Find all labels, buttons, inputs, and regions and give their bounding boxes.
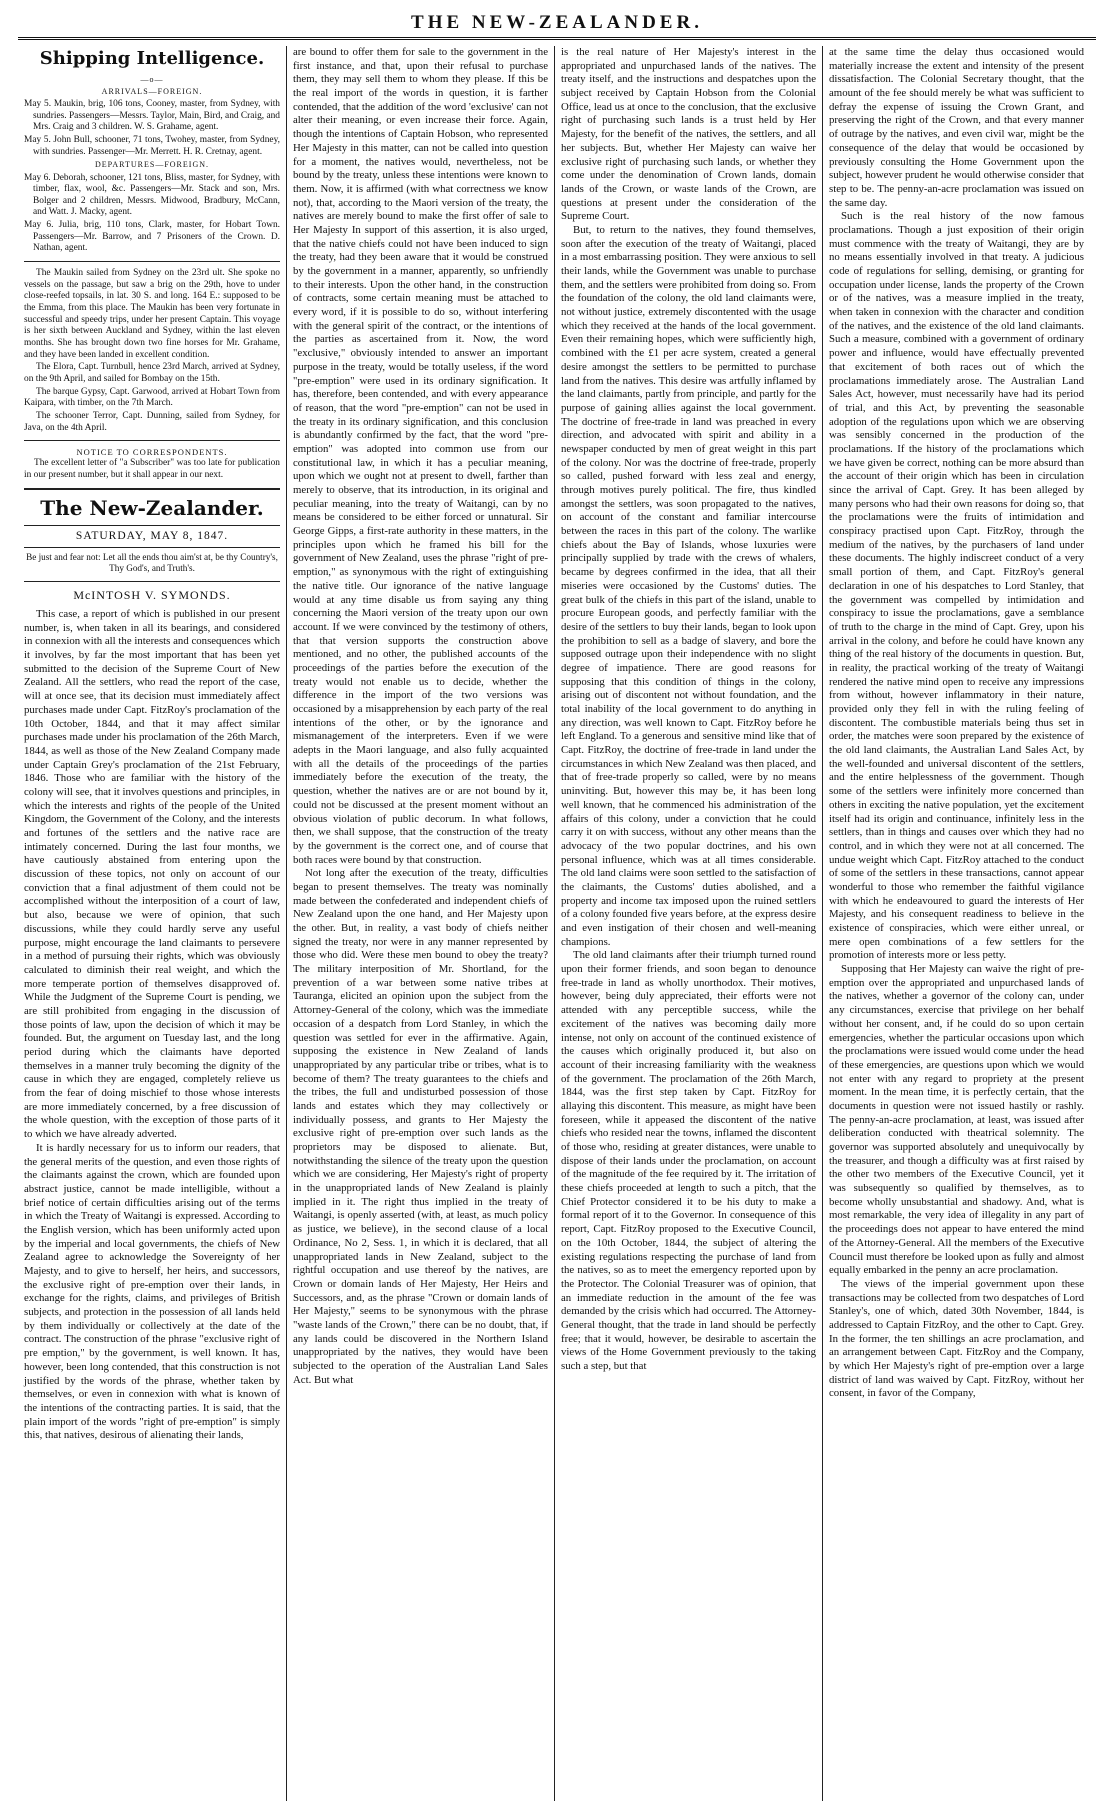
article-heading: McINTOSH V. SYMONDS.	[73, 587, 231, 602]
arrivals-heading: ARRIVALS—FOREIGN.	[101, 86, 203, 96]
shipping-note: The Elora, Capt. Turnbull, hence 23rd March, arrived at Sydney, on the 9th April, and sailed for Bombay on the 15th.	[24, 362, 280, 385]
article-paragraph: is the real nature of Her Majesty's interest in the appropriated and unpurchased lands of the natives. The treaty itself, and the instructions and despatches upon the subject received by Captain Hobson from the Colonial Office, lead us at once to the conclusion, that the exclusive right of purchasing such lands is a trust held by Her Majesty, for the benefit of the natives, the settlers, and all her subjects. But, whether Her Majesty can waive her exclusive right of purchasing such lands, or whether they come under the denomination of Crown lands, domain lands of the Crown, or waste lands of the Crown, are questions at present under the consideration of the Supreme Court.	[561, 46, 816, 223]
column-1	[18, 46, 286, 1801]
shipping-note: The schooner Terror, Capt. Dunning, sailed from Sydney, for Java, on the 4th April.	[24, 410, 280, 433]
article-paragraph: Such is the real history of the now famous proclamations. Though a just exposition of their origin must commence with the treaty of Waitangi, they are by no means essentially involved in that treaty. A judicious code of regulations for selling, demising, or granting for occupation under license, lands the property of the Crown or of the natives, was a measure implied in the treaty, when taken in connexion with the character and condition of the natives, and the existence of the old land claimants. Such a measure, combined with a government of ordinary power and influence, would have effectually prevented that excitement of both races out of which the proclamations immediately arose. The Australian Land Sales Act, however, must necessarily have had its period of trial, and this Act, by preventing the seasonable adoption of the regulations upon which we are observing was sensibly concerned in the production of the proclamations. If the history of the proclamations which we have given be correct, nothing can be more absurd than the account of their origin which has been in circulation since the arrival of Capt. Grey. It has been alleged by many persons who had their own reasons for doing so, that the proclamations were the fruits of intimidation and conspiracy practised upon Capt. FitzRoy, through the medium of the natives, by the purchasers of land under these documents. The highly indiscreet conduct of a very small portion of them, and Capt. FitzRoy's general declaration in one of his despatches to Lord Stanley, that the government was compelled by intimidation and conspiracy to issue the proclamations, gave a semblance of truth to the charge in the mind of Capt. Grey, upon his arrival in the colony, and before he could have known any thing of the real history of the documents in question. But, in reality, the practical working of the treaty of Waitangi rendered the native mind open to receive any impressions from without, however inflammatory in their nature, provided only they fell in with the ruling feeling of discontent. The combustible materials being thus set in order, the matches were soon prepared by the existence of the old land claimants, the Australian Land Sales Act, by the well-founded and universal discontent of the settlers, and the entire helplessness of the government. Though some of the settlers were infinitely more concerned than others in exciting the native population, yet the excitement itself had its origin and continuance, infinitely less in the settlers, than in things and causes over which they had no control, and in which they were not at all concerned. The undue weight which Capt. FitzRoy attached to the conduct of some of the settlers in these transactions, cannot appear wonderful to those who remember the faithful vigilance with which he endeavoured to guard the interests of Her Majesty, and his consequent readiness to believe in the existence of conspiracies, which were either unreal, or mere open combinations of a few settlers for the promotion of interests more or less petty.	[829, 210, 1084, 962]
notice-heading: NOTICE TO CORRESPONDENTS.	[76, 447, 228, 458]
divider	[24, 581, 280, 582]
article-paragraph: Not long after the execution of the treaty, difficulties began to present themselves. The treaty was nominally made between the confederated and independent chiefs of New Zealand upon the one hand, and Her Majesty upon the other. But, in reality, a vast body of chiefs neither signed the treaty, nor were in any manner represented by those who did. Were these men bound to obey the treaty? The military interposition of Mr. Shortland, for the prevention of a war between some native tribes at Tauranga, elicited an opinion upon the subject from the Attorney-General of the colony, which was the immediate occasion of a despatch from Lord Stanley, in which the question was settled for ever in the affirmative. Again, supposing the existence in New Zealand of lands unappropriated by any particular tribe or tribes, what is to become of them? The treaty guarantees to the chiefs and the tribes, the full and undisturbed possession of those lands and estates which they may collectively or individually possess, and grants to Her Majesty the exclusive right of pre-emption over such lands as the proprietors may be disposed to alienate. But, notwithstanding the silence of the treaty upon the question which we are considering, Her Majesty's right of property in the unappropriated lands of New Zealand is plainly implied in it. The right thus implied in the treaty of Waitangi, is openly asserted (with, at least, as much policy as justice, we believe), in the second clause of a local Ordinance, No 2, Sess. 1, in which it is declared, that all unappropriated lands in New Zealand, subject to the rightful occupation and use thereof by the natives, are Crown or domain lands of Her Majesty, Her Heirs and Successors, and, as the phrase "Crown or domain lands of Her Majesty," seems to be synonymous with the phrase "waste lands of the Crown," there can be no doubt, that, if any lands could be discovered in the Northern Island unappropriated by the natives, they would have been subjected to the operation of the Australian Land Sales Act. But what	[293, 867, 548, 1386]
notice-text: The excellent letter of "a Subscriber" was too late for publication in our present number, but it shall appear in our next.	[24, 458, 280, 480]
arrival-entry: May 5. Maukin, brig, 106 tons, Cooney, master, from Sydney, with sundries. Passengers—Messrs. Taylor, Main, Bird, and Craig, and Mrs. Craig and 3 children. W. S. Grahame, agent.	[24, 99, 280, 133]
article-paragraph: The old land claimants after their triumph turned round upon their former friends, and soon began to denounce free-trade in land as wholly unorthodox. Their motives, however, being duly appreciated, their efforts were not attended with any perceptible success, while the excitement of the natives was becoming daily more intense, not only on account of the continued existence of the causes which originally produced it, but also on account of their increasing familiarity with the weakness of the government. The proclamation of the 26th March, 1844, was the first step taken by Capt. FitzRoy for allaying this discontent. This measure, as might have been foreseen, while it appeased the discontent of the native chiefs who resided near the towns, inflamed the discontent of those who, residing at greater distances, were unable to dispose of their lands under the proclamation, on account of the magnitude of the fee required by it. The irritation of these chiefs proceeded at length to such a pitch, that the Chief Protector considered it to be his duty to make a formal report of it to the Governor. In consequence of this report, Capt. FitzRoy proposed to the Executive Council, on the 10th October, 1844, the subject of altering the existing regulations respecting the purchase of land from the natives, so as to meet the emergency reported upon by the Protector. The Colonial Treasurer was of opinion, that an immediate reduction in the amount of the fee was demanded by the crisis which had occurred. The Attorney-General thought, that the trade in land should be perfectly free; that it would, however, be desirable to ascertain the views of the Home Government previously to the taking such a step, but that	[561, 949, 816, 1372]
divider	[24, 261, 280, 262]
divider	[24, 488, 280, 490]
divider	[24, 440, 280, 441]
article-paragraph: Supposing that Her Majesty can waive the right of pre-emption over the appropriated and unpurchased lands of the natives, whether a governor of the colony can, under any circumstances, exercise that privilege on her behalf without her consent, and, if he could do so upon certain emergencies, whether the particular occasions upon which the proclamations were issued would come under the head of these emergencies, are questions upon which we would not enter with any regard to propriety at the present moment. In the mean time, it is perfectly certain, that the documents in question were not issued hastily or rashly. The penny-an-acre proclamation, at least, was issued after deliberation conducted with theatrical solemnity. The governor was supported absolutely and unequivocally by the treasurer, and though a difficulty was at first raised by the other two members of the Executive Council, yet it was subsequently so qualified by themselves, as to become wholly unsubstantial and shadowy. And, what is most remarkable, the very idea of illegality in any part of the proceedings does not appear to have entered the mind of the Attorney-General. All the members of the Executive Council must therefore be looked upon as fully and almost equally embarked in the penny an acre proclamation.	[829, 963, 1084, 1277]
shipping-note: The barque Gypsy, Capt. Garwood, arrived at Hobart Town from Kaipara, with timber, on the 7th March.	[24, 386, 280, 409]
columns	[18, 46, 1096, 1801]
motto: Be just and fear not: Let all the ends thou aim'st at, be thy Country's, Thy God's, and Truth's.	[26, 551, 278, 574]
shipping-notes	[24, 268, 280, 434]
shipping-divider: —o—	[140, 74, 164, 84]
column-2	[286, 46, 554, 1801]
article-paragraph: But, to return to the natives, they found themselves, soon after the execution of the treaty of Waitangi, placed in a most embarrassing position. They were anxious to sell their lands, while the Government was unable to purchase them, and the settlers were prohibited from doing so. From the foundation of the colony, the old land claimants were, not without justice, extremely discontented with the usage which they received at the hands of the local government. Even their remaining hopes, which were sufficiently high, combined with the £1 per acre system, created a general desire amongst the settlers to be permitted to purchase land from the natives. This desire was artfully inflamed by the land claimants, partly from principle, and partly for the purpose of gaining allies against the local government. The doctrine of free-trade in land was preached in every direction, and advocated with spirit and ability in a newspaper conducted by men of great weight in this part of the colony. Nor was the doctrine of free-trade, properly so called, pushed forward with less zeal and energy, through motives purely political. The fire, thus kindled amongst the settlers, was soon propagated to the natives, on account of the constant and familiar intercourse between the races in this part of the colony. The warlike chiefs about the Bay of Islands, whose luxuries were principally supplied by trade with the crews of whalers, became by degrees confirmed in the idea, that all their miseries were occasioned by the Customs' duties. The great bulk of the chiefs in this part of the island, unable to procure European goods, and perfectly familiar with the desire of the settlers to buy their lands, began to look upon the prohibition to sell as a badge of slavery, and bore the supposed outrage upon their independence with no slight degree of impatience. There are good reasons for supposing that this condition of things in the colony, arising out of discontent not without foundation, and the total inability of the local government to do anything in any direction, was well known to Capt. FitzRoy before he left England. To a generous and sensitive mind like that of Capt. FitzRoy, the doctrine of free-trade in land under the circumstances in which New Zealand was then placed, and that of free-trade properly so called, were by no means uninviting. But, however this may be, it has been long well known, that he commenced his administration of the affairs of this colony, under a conviction that he could carry it on with success, without any other means than the advocacy of the two popular doctrines, and his own personal influence, which was at all times considerable. The old land claims were soon settled to the satisfaction of the claimants, the Customs' duties abolished, and a property and income tax imposed upon the ruined settlers of a colony founded five years before, at the express desire and even instigation of their chosen and well-meaning champions.	[561, 223, 816, 948]
masthead-rule	[18, 37, 1096, 40]
column-3	[554, 46, 822, 1801]
departures-heading: DEPARTURES—FOREIGN.	[94, 160, 209, 170]
arrival-entry: May 5. John Bull, schooner, 71 tons, Twohey, master, from Sydney, with sundries. Passenger—Mr. Merrett. H. R. Cretnay, agent.	[24, 135, 280, 157]
article-paragraph: It is hardly necessary for us to inform our readers, that the general merits of the question, and even those rights of the claimants against the crown, which are founded upon abstract justice, cannot be made intelligible, without a brief notice of certain difficulties arising out of the terms in which the Treaty of Waitangi is expressed. According to the English version, which has been uniformly acted upon by the imperial and local governments, the chiefs of New Zealand agree to acknowledge the Sovereignty of her Majesty, and to give to herself, her heirs, and successors, the exclusive right of pre-emption over their lands, in exchange for the rights, claims, and privileges of British subjects, and protection in the possession of all lands held by them individually or collectively at the date of the contract. The construction of the phrase "exclusive right of pre emption," by the government, is well known. It has, however, been long contended, that this construction is not justified by the words of the phrase, whether taken by themselves, or even in connexion with what is known of the intentions of the contracting parties. It is said, that the plain import of the words "right of pre-emption" is simply this, that natives, desirous of alienating their lands,	[24, 1141, 280, 1442]
departure-entry: May 6. Deborah, schooner, 121 tons, Bliss, master, for Sydney, with timber, flax, wool, &c. Passengers—Mr. Stack and son, Mrs. Bolger and 2 children, Messrs. Midwood, Bradbury, McCann, and Watt. J. Macky, agent.	[24, 172, 280, 218]
column-4	[822, 46, 1090, 1801]
departures-list	[24, 173, 280, 256]
issue-date: SATURDAY, MAY 8, 1847.	[24, 525, 280, 548]
paper-title: The New-Zealander.	[40, 495, 264, 520]
arrivals-list	[24, 99, 280, 158]
article-paragraph: at the same time the delay thus occasioned would materially increase the extent and intensity of the present dissatisfaction. The Colonial Secretary thought, that the amount of the fee should merely be what was sufficient to defray the expense of issuing the Crown Grant, and preserving the right of the Crown, and that every manner of outrage by the natives, and even civil war, might be the consequence of the delay that would be occasioned by previously consulting the Home Government upon the subject, however prudent he would otherwise consider that step to be. The penny-an-acre proclamation was issued on the same day.	[829, 46, 1084, 209]
article-paragraph: This case, a report of which is published in our present number, is, when taken in all its bearings, and considered in connexion with all the interests and consequences which it involves, by far the most important that has been yet submitted to the decision of the Supreme Court of New Zealand. All the settlers, who read the report of the case, will at once see, that its decision must immediately affect purchases made under Capt. FitzRoy's proclamation of the 10th October, 1844, and that it may affect similar purchases made under his proclamation of the 26th March, 1844, as well as those of the New Zealand Company made under Captain Grey's proclamation of the 21st February, 1846. Those who are familiar with the history of the colony will see, that it involves questions and principles, in which the interests and rights of the people of the United Kingdom, the Government of the Colony, and the interests and fortunes of the settlers and the native race are intimately concerned. During the last four months, we have cautiously abstained from entering upon the discussion of these topics, not only on account of our conviction that a final adjustment of them could not be accomplished without the interposition of a court of law, but also, because we were of opinion, that such discussions, while they could hardly serve any useful purpose, might encourage the land claimants to persevere in a method of pursuing their rights, which was obviously calculated to diminish their real weight, and which the more temperate portion of themselves disapproved of. While the Judgment of the Supreme Court is pending, we are still prohibited from engaging in the discussion of those points of law, upon the decision of which it may be founded. But, the argument on Tuesday last, and the long period during which the claimants have deported themselves in a manner truly becoming the dignity of the cause in which they are engaged, completely relieve us from the fear of doing mischief to those whose interests are more immediately concerned, by a free discussion of the whole question, with the exception of those parts of it to which we have already adverted.	[24, 608, 280, 1141]
article-paragraph: The views of the imperial government upon these transactions may be collected from two despatches of Lord Stanley's, one of which, dated 30th November, 1844, is addressed to Captain FitzRoy, and the other to Capt. Grey. In the former, the ten shillings an acre proclamation, and an arrangement between Capt. FitzRoy and the Company, by which Her Majesty's right of pre-emption over a large district of land was waived by Capt. FitzRoy, without her consent, in favor of the Company,	[829, 1277, 1084, 1400]
shipping-note: The Maukin sailed from Sydney on the 23rd ult. She spoke no vessels on the passage, but saw a brig on the 29th, hove to under close-reefed topsails, in lat. 30 S. and long. 164 E.: supposed to be the Emma, from this place. The Maukin has been very fortunate in successful and speedy trips, under her present Captain. This voyage is her sixth between Auckland and Sydney, within the last eleven months. She has brought down two fine horses for Mr. Grahame, and they have been landed in excellent condition.	[24, 268, 280, 360]
masthead: THE NEW-ZEALANDER.	[411, 12, 703, 33]
shipping-heading: Shipping Intelligence.	[39, 48, 265, 69]
article-paragraph: are bound to offer them for sale to the government in the first instance, and that, upon their refusal to purchase them, they may sell them to whom they please. If this be the real import of the words in question, it is farther contended, that the addition of the word 'exclusive' can not alter their meaning, or even increase their force. Again, though the intentions of Captain Hobson, who represented Her Majesty in this matter, can not be called into question for a moment, the natives would, nevertheless, not be bound by the treaty, unless these intentions were known to them. Now, it is affirmed (with what correctness we know not), that, according to the Maori version of the treaty, the natives are merely bound to make the first offer of sale to Her Majesty In support of this assertion, it is also urged, that the native chiefs could not have been induced to sign the treaty, had they been aware that it would be construed by the government in a manner, apparently, so unfriendly to their interests. Upon the other hand, in the construction of contracts, some certain meaning must be attached to every word, if it is possible to do so, without interfering with the general spirit of the contract, or the intentions of the parties as ascertained from it. Now, the word "exclusive," obviously intended to answer an important purpose in the treaty, would be totally useless, if the word "pre-emption" were used in its ordinary signification. It has, therefore, been contended, and with every appearance of reason, that the word "pre-emption" can not be used in the treaty in its ordinary signification, and this conclusion is abundantly confirmed by the fact, that the word "pre-emption" was adopted into common use from our constitutional law, in which it has a peculiar meaning, upon which we ought not at present to dwell, farther than merely to observe, that its introduction, in its original and peculiar meaning, into the treaty of Waitangi, can by no means be considered to be either forced or unnatural. Sir George Gipps, a first-rate authority in these matters, in the principles upon which he framed his bill for the government of New Zealand, uses the phrase "right of pre-emption," as synonymous with the right of extinguishing the native title. Our ignorance of the native language would at any time disable us from saying any thing concerning the Maori version of the treaty upon our own account. If we were convinced by the testimony of others, that that version supports the construction above mentioned, and no other, the published accounts of the proceedings of the parties before the execution of the treaty would not enable us to decide, whether the difference in the import of the two versions was occasioned by a misapprehension by each party of the real intentions of the other, or by the ignorance and mismanagement of the interpreters. Even if we were adepts in the Maori language, and also fully acquainted with all the details of the proceedings of the parties immediately before the execution of the treaty, the question, whether the natives are or are not bound by it, could not be discussed at the present moment without an obvious violation of public decorum. In what follows, then, we shall suppose, that the construction of the treaty by the government is the correct one, and of course that both races were bound by that construction.	[293, 46, 548, 866]
departure-entry: May 6. Julia, brig, 110 tons, Clark, master, for Hobart Town. Passengers—Mr. Barrow, and 7 Prisoners of the Crown. D. Nathan, agent.	[24, 220, 280, 254]
